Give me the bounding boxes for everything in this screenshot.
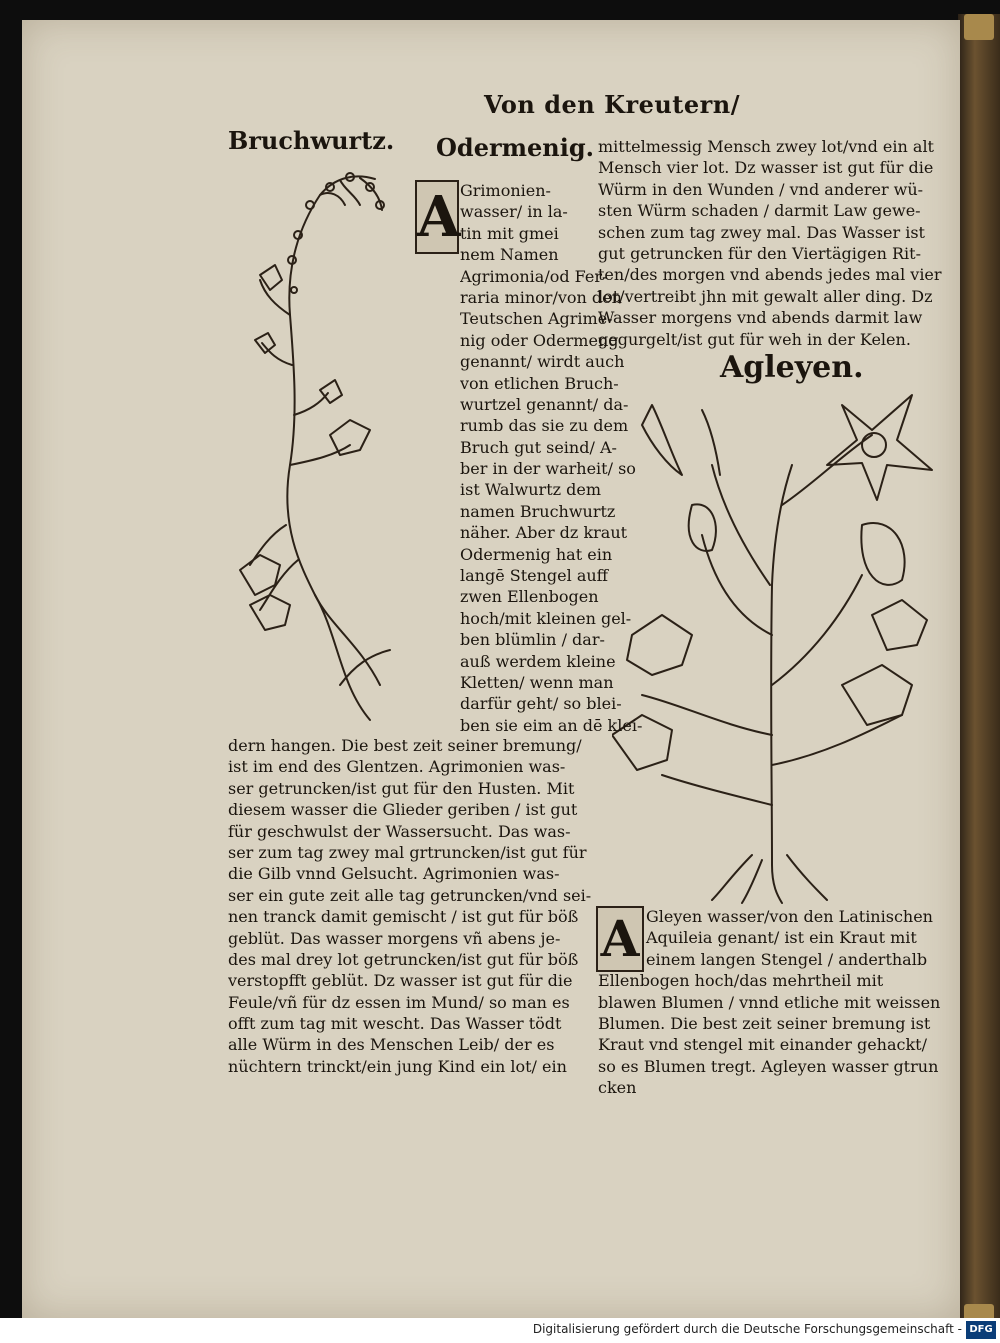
text-line: nen tranck damit gemischt / ist gut für böß [228,907,579,927]
text-line: gut getruncken für den Viertägigen Rit- [598,243,921,263]
text-line: Agrimonia/od Fer- [460,266,608,286]
text-line: Aquileia genant/ ist ein Kraut mit [646,928,917,948]
text-line: Odermenig hat ein [460,544,613,564]
text-line: geblüt. Das wasser morgens vñ abens je- [228,928,561,948]
text-line: gegurgelt/ist gut für weh in der Kelen. [598,329,911,349]
text-line: wurtzel genannt/ da- [460,394,629,414]
text-line: Würm in den Wunden / vnd anderer wü- [598,179,924,199]
text-line: nüchtern trinckt/ein jung Kind ein lot/ ein [228,1056,567,1076]
text-line: Gleyen wasser/von den Latinischen [646,907,933,926]
right-column-top-text [598,136,942,350]
gilt-corner [964,14,994,40]
text-line: hoch/mit kleinen gel- [460,608,632,628]
dfg-credit: Digitalisierung gefördert durch die Deutsche Forschungsgemeinschaft - [532,1322,962,1336]
text-line: ist Walwurtz dem [460,480,602,500]
text-line: nig oder Odermeng [460,330,619,350]
running-head: Von den Kreutern/ [484,90,741,119]
text-line: Ellenbogen hoch/das mehrtheil mit [598,971,884,991]
right-column-bottom-text [598,906,940,1099]
text-line: rumb das sie zu dem [460,416,629,436]
text-line: Grimonien- [460,181,551,200]
text-line: verstopfft geblüt. Dz wasser ist gut für die [228,971,573,991]
text-line: diesem wasser die Glieder geriben / ist gut [228,800,578,820]
text-line: sten Würm schaden / darmit Law gewe- [598,201,921,221]
text-line: Feule/vñ für dz essen im Mund/ so man es [228,992,570,1012]
text-line: Kletten/ wenn man [460,672,614,692]
text-line: alle Würm in des Menschen Leib/ der es [228,1035,555,1055]
heading-odermenig: Odermenig. [436,133,594,162]
text-line: näher. Aber dz kraut [460,523,628,543]
text-line: ben sie eim an dē klei- [460,715,643,735]
text-line: genannt/ wirdt auch [460,352,625,372]
text-line: auß werdem kleine [460,651,616,671]
text-line: namen Bruchwurtz [460,501,616,521]
text-line: cken [598,1078,637,1098]
text-line: darfür geht/ so blei- [460,694,622,714]
text-line: Mensch vier lot. Dz wasser ist gut für die [598,158,934,178]
text-line: Bruch gut seind/ A- [460,437,617,457]
agrimony-woodcut [220,165,410,730]
text-line: mittelmessig Mensch zwey lot/vnd ein alt [598,137,934,156]
text-line: lot/vertreibt jhn mit gewalt aller ding. Dz [598,286,933,306]
text-line: nem Namen [460,245,559,265]
text-line: schen zum tag zwey mal. Das Wasser ist [598,222,925,242]
text-line: zwen Ellenbogen [460,587,599,607]
text-line: einem langen Stengel / anderthalb [646,949,928,969]
text-line: raria minor/von den [460,287,622,307]
heading-bruchwurtz: Bruchwurtz. [228,126,395,155]
text-line: ser ein gute zeit alle tag getruncken/vnd sei- [228,885,592,905]
text-line: für geschwulst der Wassersucht. Das was- [228,821,571,841]
text-line: wasser/ in la- [460,202,568,222]
text-line: Wasser morgens vnd abends darmit law [598,308,923,328]
dfg-logo: DFG [966,1321,996,1339]
text-line: Kraut vnd stengel mit einander gehackt/ [598,1035,927,1055]
text-line: des mal drey lot getruncken/ist gut für böß [228,949,579,969]
text-line: offt zum tag mit wescht. Das Wasser tödt [228,1014,562,1034]
text-line: Teutschen Agrime- [460,309,613,329]
text-line: ser zum tag zwey mal grtruncken/ist gut für [228,842,587,862]
text-line: ben blümlin / dar- [460,630,605,650]
initial-a-right: A [596,906,644,972]
text-line: von etlichen Bruch- [460,373,619,393]
text-line: die Gilb vnnd Gelsucht. Agrimonien was- [228,864,560,884]
heading-agleyen: Agleyen. [720,350,864,385]
footer-bar [0,1318,1000,1343]
text-line: Blumen. Die best zeit seiner bremung ist [598,1013,931,1033]
text-line: so es Blumen tregt. Agleyen wasser gtrun [598,1056,939,1076]
text-line: ist im end des Glentzen. Agrimonien was- [228,757,566,777]
text-line: blawen Blumen / vnnd etliche mit weissen [598,992,941,1012]
text-line: ser getruncken/ist gut für den Husten. Mit [228,778,575,798]
text-line: tin mit gmei [460,223,559,243]
book-edge [958,14,1000,1324]
text-line: ten/des morgen vnd abends jedes mal vier [598,265,942,285]
text-line: dern hangen. Die best zeit seiner bremung/ [228,736,582,755]
initial-a-middle: A [415,180,459,254]
text-line: langē Stengel auff [460,566,609,586]
left-column-bottom-text [228,735,591,1077]
columbine-woodcut [612,385,952,905]
text-line: ber in der warheit/ so [460,459,636,479]
